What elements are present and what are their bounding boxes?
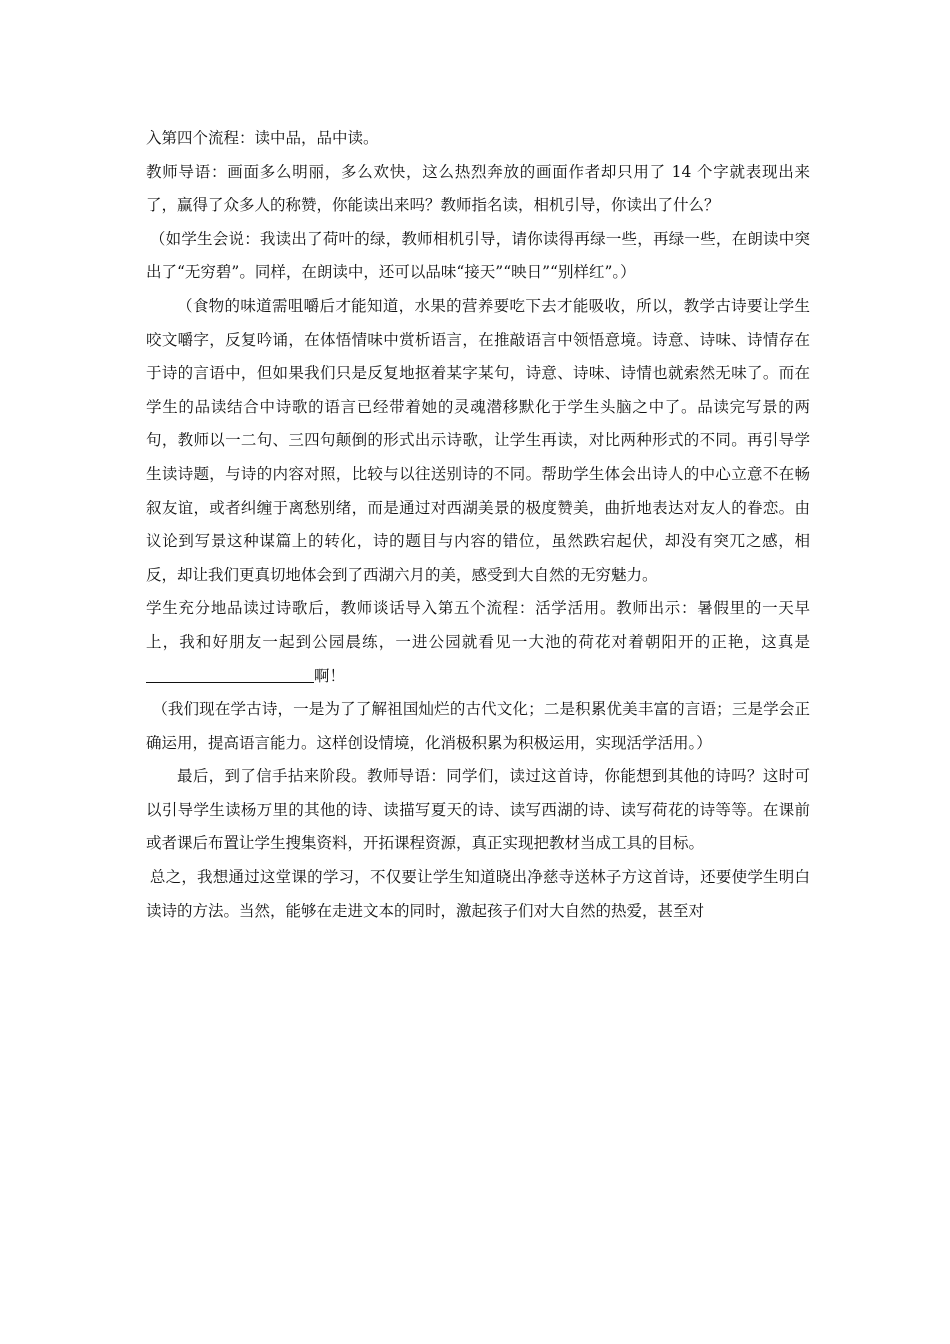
paragraph-teacher-guide: 教师导语：画面多么明丽，多么欢快，这么热烈奔放的画面作者却只用了 14 个字就表现出来了，赢得了众多人的称赞，你能读出来吗？教师指名读，相机引导，你读出了什么？ bbox=[146, 162, 810, 215]
document-body bbox=[146, 122, 810, 928]
flow-five-text: 学生充分地品读过诗歌后，教师谈话导入第五个流程：活学活用。教师出示：暑假里的一天早上，我和好朋友一起到公园晨练，一进公园就看见一大池的荷花对着朝阳开的正艳，这真是 bbox=[146, 599, 810, 651]
paragraph-conclusion: 总之，我想通过这堂课的学习，不仅要让学生知道晓出净慈寺送林子方这首诗，还要使学生明白读诗的方法。当然，能够在走进文本的同时，激起孩子们对大自然的热爱，甚至对 bbox=[146, 868, 810, 920]
paragraph-purpose: （我们现在学古诗，一是为了了解祖国灿烂的古代文化；二是积累优美丰富的言语；三是学会正确运用，提高语言能力。这样创设情境，化消极积累为积极运用，实现活学活用。） bbox=[146, 700, 810, 752]
paragraph-commentary: （食物的味道需咀嚼后才能知道，水果的营养要吃下去才能吸收，所以，教学古诗要让学生咬文嚼字，反复吟诵，在体悟情味中赏析语言，在推敲语言中领悟意境。诗意、诗味、诗情存在于诗的言语中，但如果我们只是反复地抠着某字某句，诗意、诗味、诗情也就索然无味了。而在学生的品读结合中诗歌的语言已经带着她的灵魂潜移默化于学生头脑之中了。品读完写景的两句，教师以一二句、三四句颠倒的形式出示诗歌，让学生再读，对比两种形式的不同。再引导学生读诗题，与诗的内容对照，比较与以往送别诗的不同。帮助学生体会出诗人的中心立意不在畅叙友谊，或者纠缠于离愁别绪，而是通过对西湖美景的极度赞美，曲折地表达对友人的眷恋。由议论到写景这种谋篇上的转化，诗的题目与内容的错位，虽然跌宕起伏，却没有突兀之感，相反，却让我们更真切地体会到了西湖六月的美，感受到大自然的无穷魅力。 bbox=[146, 296, 810, 584]
flow-five-ending: 啊！ bbox=[314, 666, 346, 685]
paragraph-student-example: （如学生会说：我读出了荷叶的绿，教师相机引导，请你读得再绿一些，再绿一些，在朗读中突出了“无穷碧”。同样，在朗读中，还可以品味“接天”“映日”“别样红”。） bbox=[146, 229, 810, 282]
paragraph-flow-four: 入第四个流程：读中品，品中读。 bbox=[146, 129, 379, 147]
paragraph-final-stage: 最后，到了信手拈来阶段。教师导语：同学们，读过这首诗，你能想到其他的诗吗？这时可以引导学生读杨万里的其他的诗、读描写夏天的诗、读写西湖的诗、读写荷花的诗等等。在课前或者课后布置让学生搜集资料，开拓课程资源，真正实现把教材当成工具的目标。 bbox=[146, 767, 810, 853]
paragraph-flow-five bbox=[146, 592, 810, 693]
fill-in-blank bbox=[146, 666, 314, 683]
